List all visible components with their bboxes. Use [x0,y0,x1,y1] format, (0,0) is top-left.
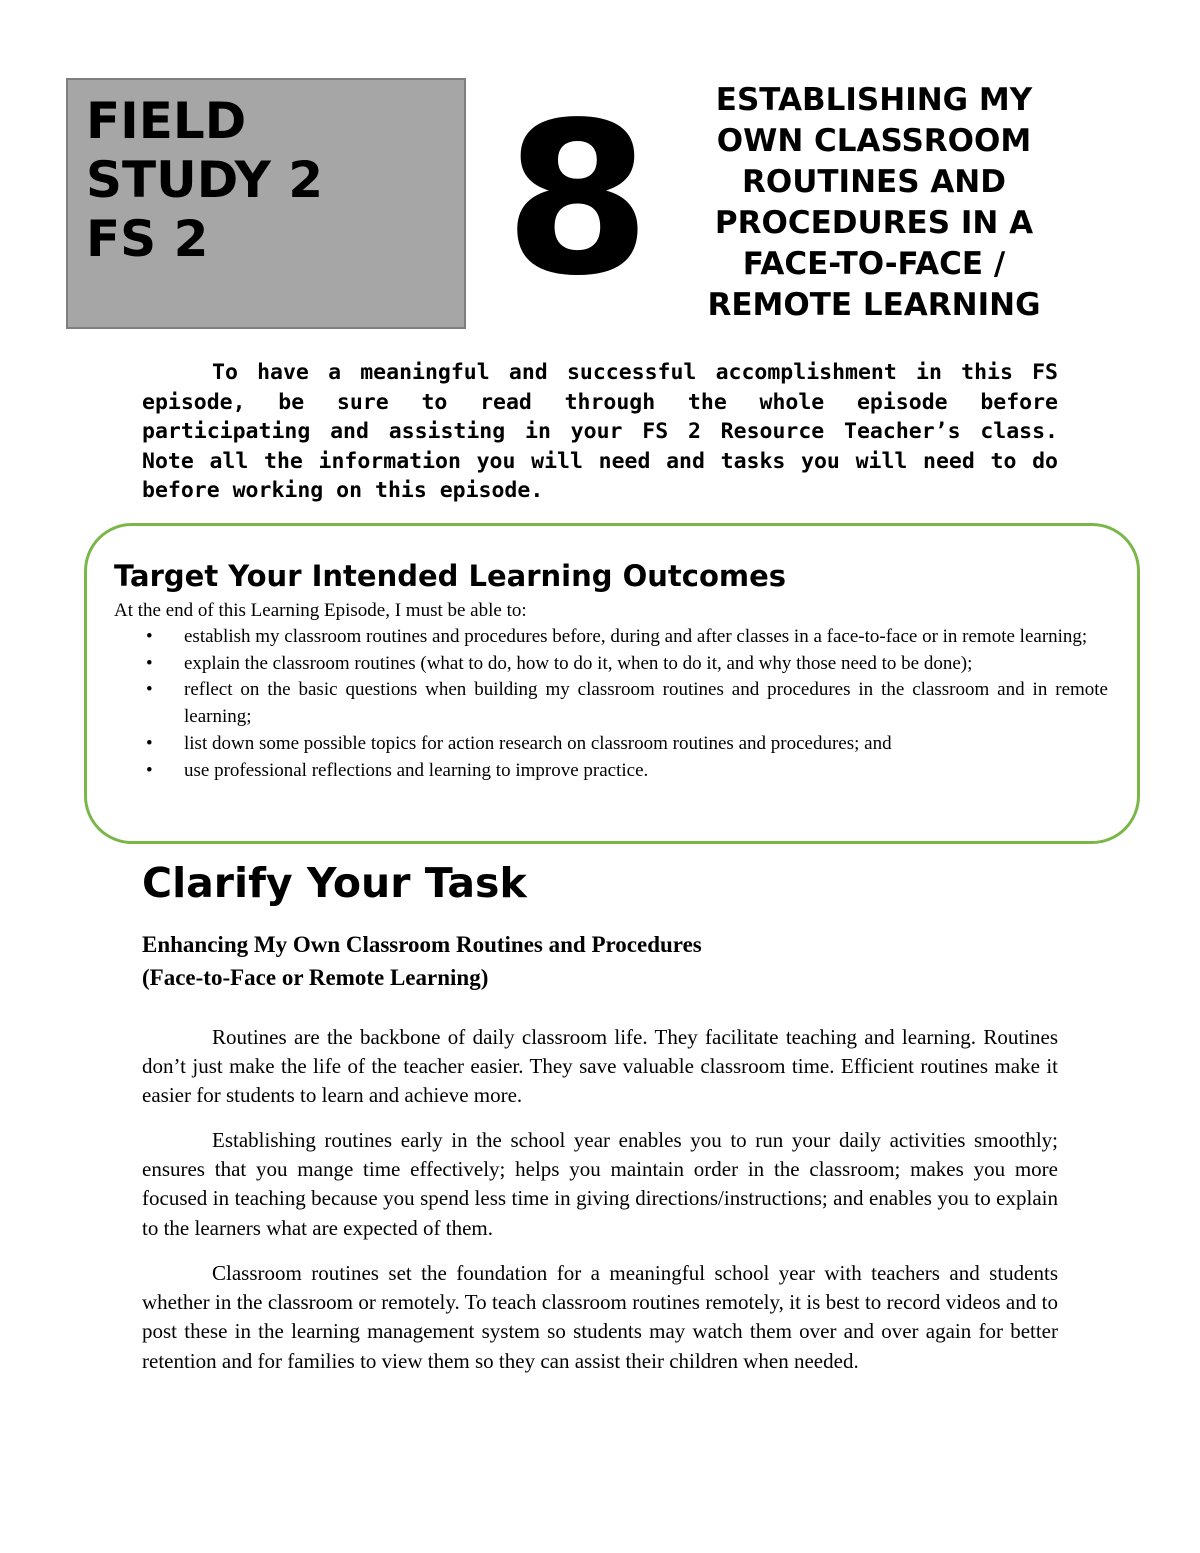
list-item [142,731,1108,758]
field-study-line-2: STUDY 2 [86,151,323,209]
field-study-line-3: FS 2 [86,210,209,268]
list-item [142,651,1108,678]
list-item-text: establish my classroom routines and procedures before, during and after classes in a face-to-face or in remote learning; [184,626,1088,647]
list-item-text: explain the classroom routines (what to do, how to do it, when to do it, and why those need to be done); [184,652,973,674]
episode-title-line-6: REMOTE LEARNING [707,287,1041,323]
intro-paragraph: To have a meaningful and successful accomplishment in this FS episode, be sure to read through the whole episode before participating and assisting in your FS 2 Resource Teacher’s class. Note all the information you will need and tasks you will need to do before working on this episode. [142,360,1058,503]
learning-outcomes-list [142,624,1108,784]
episode-title-line-3: ROUTINES AND [742,164,1006,200]
learning-outcomes-title: Target Your Intended Learning Outcomes [114,559,787,593]
subheading-line-1: Enhancing My Own Classroom Routines and Procedures [142,932,702,957]
episode-title [676,80,1072,326]
learning-outcomes-intro: At the end of this Learning Episode, I must be able to: [114,600,527,621]
list-item [142,624,1108,651]
bullet-icon: • [146,759,153,781]
bullet-icon: • [146,732,153,754]
list-item [142,677,1108,730]
episode-number: 8 [504,77,651,322]
field-study-box [66,78,466,329]
episode-title-line-1: ESTABLISHING MY [715,82,1033,118]
clarify-task-title: Clarify Your Task [142,859,527,907]
episode-title-line-4: PROCEDURES IN A [714,205,1034,241]
episode-title-line-5: FACE-TO-FACE / [742,246,1006,282]
list-item-text: list down some possible topics for action research on classroom routines and procedures; and [184,732,892,754]
list-item-text: use professional reflections and learning to improve practice. [184,759,649,781]
subheading-line-2: (Face-to-Face or Remote Learning) [142,965,489,990]
field-study-line-1: FIELD [86,92,247,150]
list-item-text: reflect on the basic questions when building my classroom routines and procedures in the classroom and in remote learning; [184,679,1108,728]
list-item [142,758,1108,785]
bullet-icon: • [146,679,153,701]
body-paragraph-3: Classroom routines set the foundation for a meaningful school year with teachers and students whether in the classroom or remotely. To teach classroom routines remotely, it is best to record videos and to post these in the learning management system so students may watch them over and over again for better retention and for families to view them so they can assist their children when needed. [142,1261,1058,1373]
body-paragraph-1: Routines are the backbone of daily classroom life. They facilitate teaching and learning. Routines don’t just make the life of the teacher easier. They save valuable classroom time. Efficient routines make it easier for students to learn and achieve more. [142,1025,1058,1108]
bullet-icon: • [146,652,153,674]
bullet-icon: • [146,626,153,647]
section-subheading [142,928,702,994]
episode-title-line-2: OWN CLASSROOM [716,123,1032,159]
body-paragraph-2: Establishing routines early in the school year enables you to run your daily activities smoothly; ensures that you mange time effectively; helps you maintain order in the classroom; makes you more focused in teaching because you spend less time in giving directions/instructions; and enables you to explain to the learners what are expected of them. [142,1128,1058,1240]
